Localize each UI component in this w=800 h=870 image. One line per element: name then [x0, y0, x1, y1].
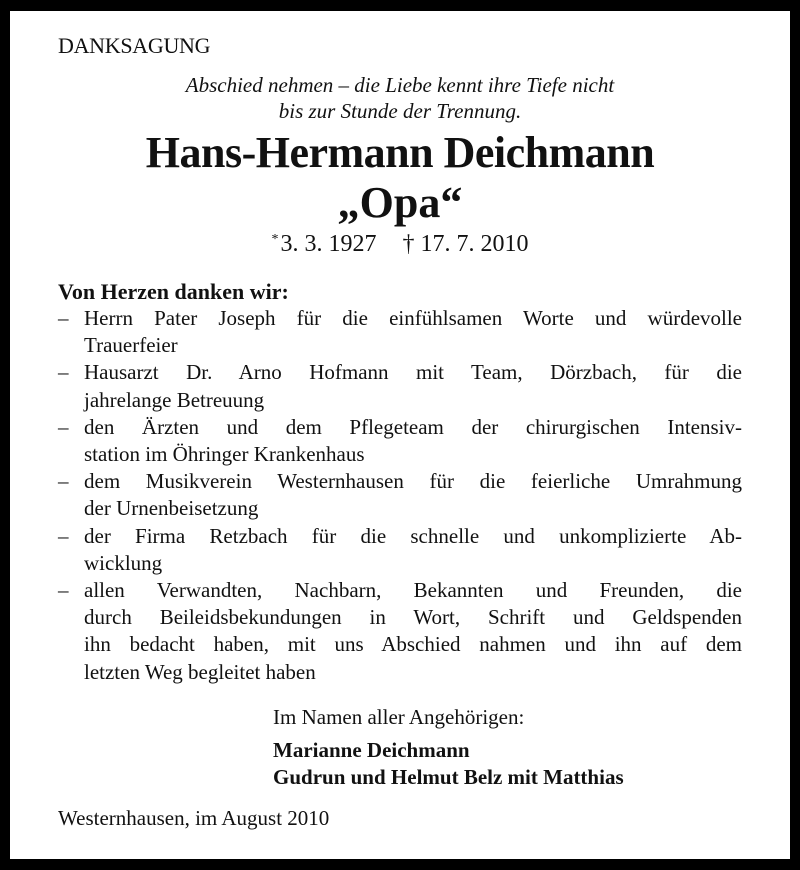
thanks-item	[58, 577, 742, 686]
motto-line-1: Abschied nehmen – die Liebe kennt ihre Tiefe nicht	[185, 73, 615, 97]
deceased-name: Hans-Hermann Deichmann	[145, 128, 655, 177]
dash-bullet: –	[58, 523, 69, 548]
item-line: der Urnenbeisetzung	[84, 496, 259, 521]
notice-heading: DANKSAGUNG	[58, 33, 211, 58]
thanks-title: Von Herzen danken wir:	[58, 279, 289, 304]
signature-name: Gudrun und Helmut Belz mit Matthias	[273, 765, 624, 789]
item-line: allen Verwandten, Nachbarn, Bekannten und Freunden, die	[84, 578, 742, 603]
place-and-date: Westernhausen, im August 2010	[58, 806, 330, 830]
item-line: jahrelange Betreuung	[84, 387, 265, 412]
birth-star-icon: *	[271, 232, 279, 247]
item-line: der Firma Retzbach für die schnelle und unkomplizierte Ab-	[84, 523, 742, 548]
dash-bullet: –	[58, 469, 69, 494]
thanks-item	[58, 359, 742, 413]
thanks-item	[58, 414, 742, 468]
signature-name: Marianne Deichmann	[273, 738, 470, 762]
item-line: letzten Weg begleitet haben	[84, 659, 316, 684]
thanks-item	[58, 468, 742, 522]
item-line: ihn bedacht haben, mit uns Abschied nahmen und ihn auf dem	[84, 632, 742, 657]
dash-bullet: –	[58, 578, 69, 603]
dash-bullet: –	[58, 360, 69, 385]
signature-intro: Im Namen aller Angehörigen:	[273, 705, 525, 729]
obituary-notice	[10, 11, 790, 859]
item-line: dem Musikverein Westernhausen für die feierliche Umrahmung	[84, 469, 742, 494]
thanks-item	[58, 523, 742, 577]
item-line: Herrn Pater Joseph für die einfühlsamen Worte und würdevolle	[84, 306, 742, 330]
thanks-item	[58, 305, 742, 359]
deceased-nickname: „Opa“	[337, 178, 463, 227]
item-line: Trauerfeier	[84, 333, 178, 358]
dash-bullet: –	[58, 414, 69, 439]
motto-line-2: bis zur Stunde der Trennung.	[278, 99, 522, 123]
thanks-list	[58, 305, 742, 686]
dash-bullet: –	[58, 306, 69, 330]
item-line: Hausarzt Dr. Arno Hofmann mit Team, Dörzbach, für die	[84, 360, 742, 385]
item-line: durch Beileidsbekundungen in Wort, Schrift und Geldspenden	[84, 605, 742, 630]
item-line: den Ärzten und dem Pflegeteam der chirurgischen Intensiv-	[84, 414, 742, 439]
death-cross-icon: †	[402, 231, 415, 257]
item-line: wicklung	[84, 550, 163, 575]
death-date: 17. 7. 2010	[420, 231, 529, 257]
life-dates	[10, 231, 790, 258]
birth-date: 3. 3. 1927	[280, 231, 377, 257]
item-line: station im Öhringer Krankenhaus	[84, 442, 365, 467]
